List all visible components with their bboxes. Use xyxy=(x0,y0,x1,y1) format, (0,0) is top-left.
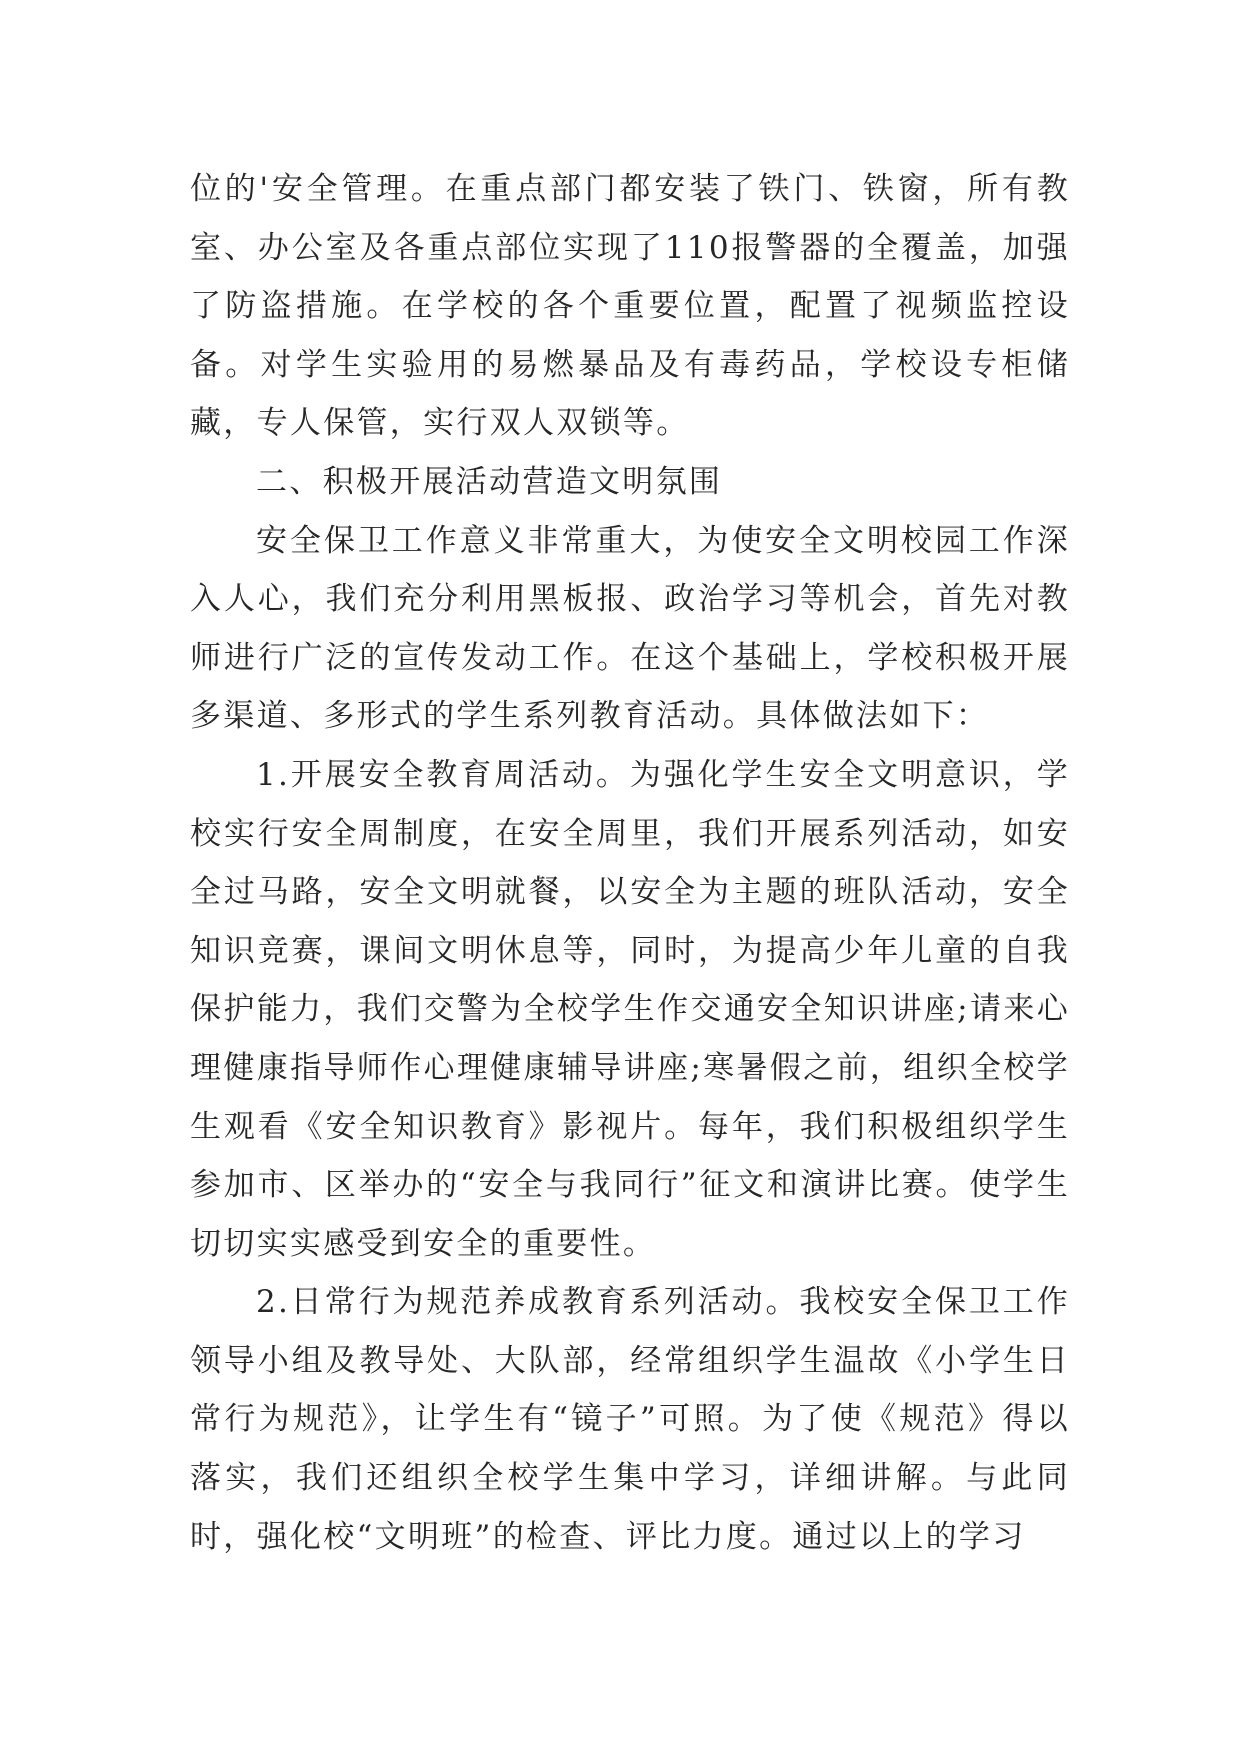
section-heading-civilized-atmosphere: 二、积极开展活动营造文明氛围 xyxy=(256,463,723,500)
paragraph-security-significance: 安全保卫工作意义非常重大，为使安全文明校园工作深入人心，我们充分利用黑板报、政治学习等机会，首先对教师进行广泛的宣传发动工作。在这个基础上，学校积极开展多渠道、多形式的学生系列教育活动。具体做法如下： xyxy=(190,522,1070,735)
paragraph-daily-behavior: 2.日常行为规范养成教育系列活动。我校安全保卫工作领导小组及教导处、大队部，经常组织学生温故《小学生日常行为规范》，让学生有“镜子”可照。为了使《规范》得以落实，我们还组织全校学生集中学习，详细讲解。与此同时，强化校“文明班”的检查、评比力度。通过以上的学习 xyxy=(190,1284,1070,1555)
paragraph-security-management: 位的'安全管理。在重点部门都安装了铁门、铁窗，所有教室、办公室及各重点部位实现了110报警器的全覆盖，加强了防盗措施。在学校的各个重要位置，配置了视频监控设备。对学生实验用的易燃暴品及有毒药品，学校设专柜储藏，专人保管，实行双人双锁等。 xyxy=(190,171,1070,442)
document-body xyxy=(190,160,1070,1566)
paragraph-safety-week: 1.开展安全教育周活动。为强化学生安全文明意识，学校实行安全周制度，在安全周里，我们开展系列活动，如安全过马路，安全文明就餐，以安全为主题的班队活动，安全知识竞赛，课间文明休息等，同时，为提高少年儿童的自我保护能力，我们交警为全校学生作交通安全知识讲座;请来心理健康指导师作心理健康辅导讲座;寒暑假之前，组织全校学生观看《安全知识教育》影视片。每年，我们积极组织学生参加市、区举办的“安全与我同行”征文和演讲比赛。使学生切切实实感受到安全的重要性。 xyxy=(190,756,1070,1262)
